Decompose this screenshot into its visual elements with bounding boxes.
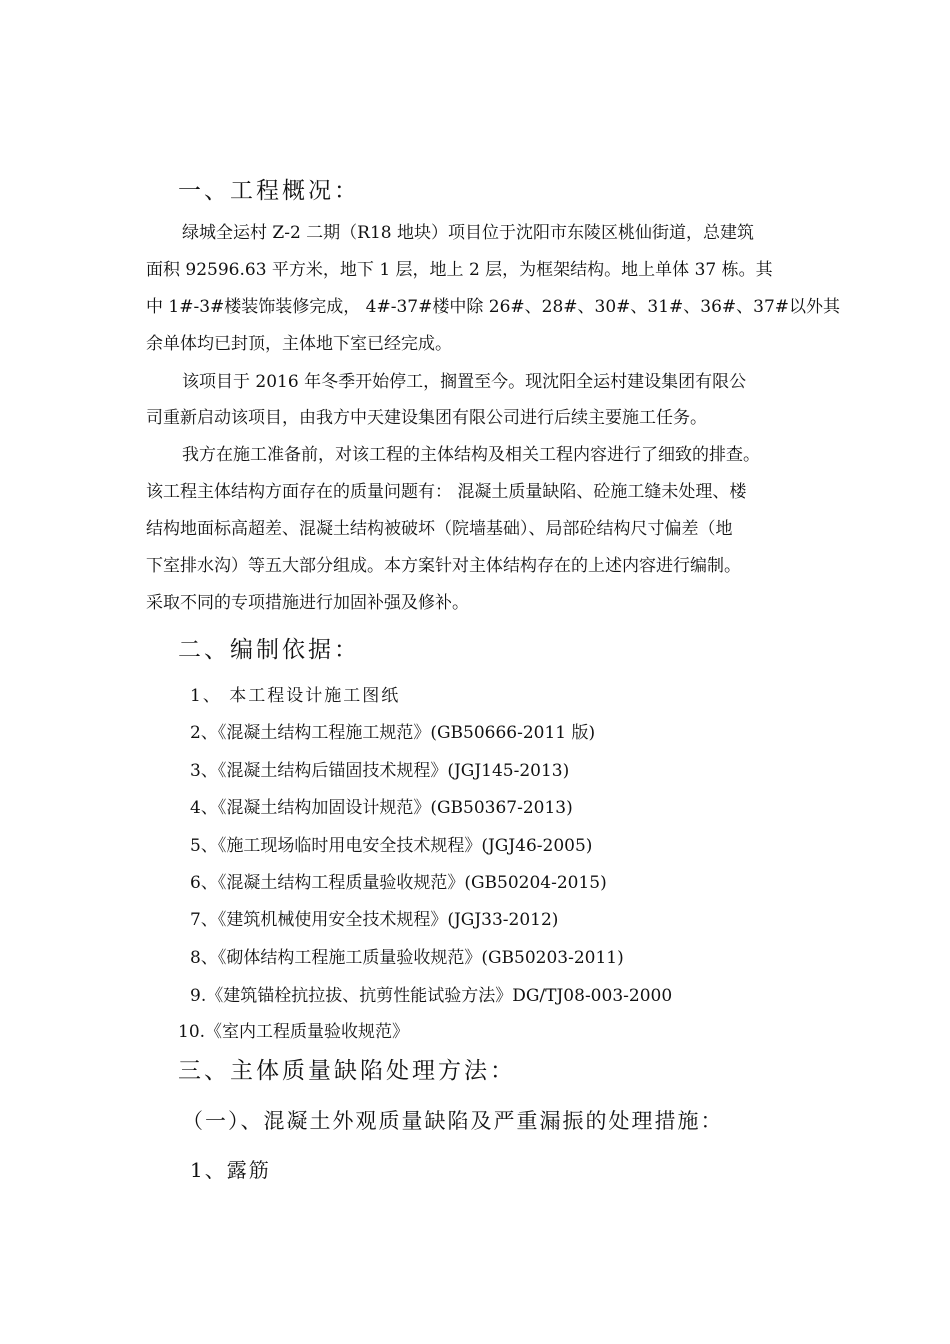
- section-3-subheading: （一）、混凝土外观质量缺陷及严重漏振的处理措施：: [182, 1109, 724, 1133]
- reference-item: 2、《混凝土结构工程施工规范》(GB50666-2011 版): [190, 723, 596, 743]
- reference-item: 5、《施工现场临时用电安全技术规程》(JGJ46-2005): [190, 836, 593, 856]
- paragraph-line: 绿城全运村 Z-2 二期（R18 地块）项目位于沈阳市东陵区桃仙街道，总建筑: [182, 223, 755, 243]
- paragraph-line: 面积 92596.63 平方米，地下 1 层，地上 2 层，为框架结构。地上单体 37 栋。其: [146, 260, 773, 280]
- paragraph-line: 该项目于 2016 年冬季开始停工，搁置至今。现沈阳全运村建设集团有限公: [182, 372, 747, 392]
- section-2-heading: 二、编制依据：: [178, 637, 360, 663]
- reference-item: 1、 本工程设计施工图纸: [190, 686, 401, 706]
- section-3-heading: 三、主体质量缺陷处理方法：: [178, 1058, 516, 1084]
- paragraph-line: 结构地面标高超差、混凝土结构被破坏（院墙基础）、局部砼结构尺寸偏差（地: [146, 519, 733, 539]
- paragraph-line: 司重新启动该项目，由我方中天建设集团有限公司进行后续主要施工任务。: [146, 408, 707, 428]
- reference-item: 10.《室内工程质量验收规范》: [178, 1022, 410, 1042]
- reference-item: 3、《混凝土结构后锚固技术规程》(JGJ145-2013): [190, 761, 570, 781]
- section-1-heading: 一、工程概况：: [178, 178, 360, 204]
- reference-item: 6、《混凝土结构工程质量验收规范》(GB50204-2015): [190, 873, 607, 893]
- reference-item: 8、《砌体结构工程施工质量验收规范》(GB50203-2011): [190, 948, 624, 968]
- paragraph-line: 下室排水沟）等五大部分组成。本方案针对主体结构存在的上述内容进行编制。: [146, 556, 741, 576]
- paragraph-line: 该工程主体结构方面存在的质量问题有： 混凝土质量缺陷、砼施工缝未处理、楼: [146, 482, 747, 502]
- section-3-item-1: 1、露筋: [190, 1158, 271, 1182]
- paragraph-line: 中 1#-3#楼装饰装修完成， 4#-37#楼中除 26#、28#、30#、31#、36#、37#以外其: [146, 297, 841, 317]
- reference-item: 7、《建筑机械使用安全技术规程》(JGJ33-2012): [190, 910, 559, 930]
- paragraph-line: 余单体均已封顶，主体地下室已经完成。: [146, 334, 452, 354]
- paragraph-line: 我方在施工准备前，对该工程的主体结构及相关工程内容进行了细致的排查。: [182, 445, 760, 465]
- reference-item: 4、《混凝土结构加固设计规范》(GB50367-2013): [190, 798, 573, 818]
- reference-item: 9.《建筑锚栓抗拉拔、抗剪性能试验方法》DG/TJ08-003-2000: [190, 986, 673, 1006]
- paragraph-line: 采取不同的专项措施进行加固补强及修补。: [146, 593, 469, 613]
